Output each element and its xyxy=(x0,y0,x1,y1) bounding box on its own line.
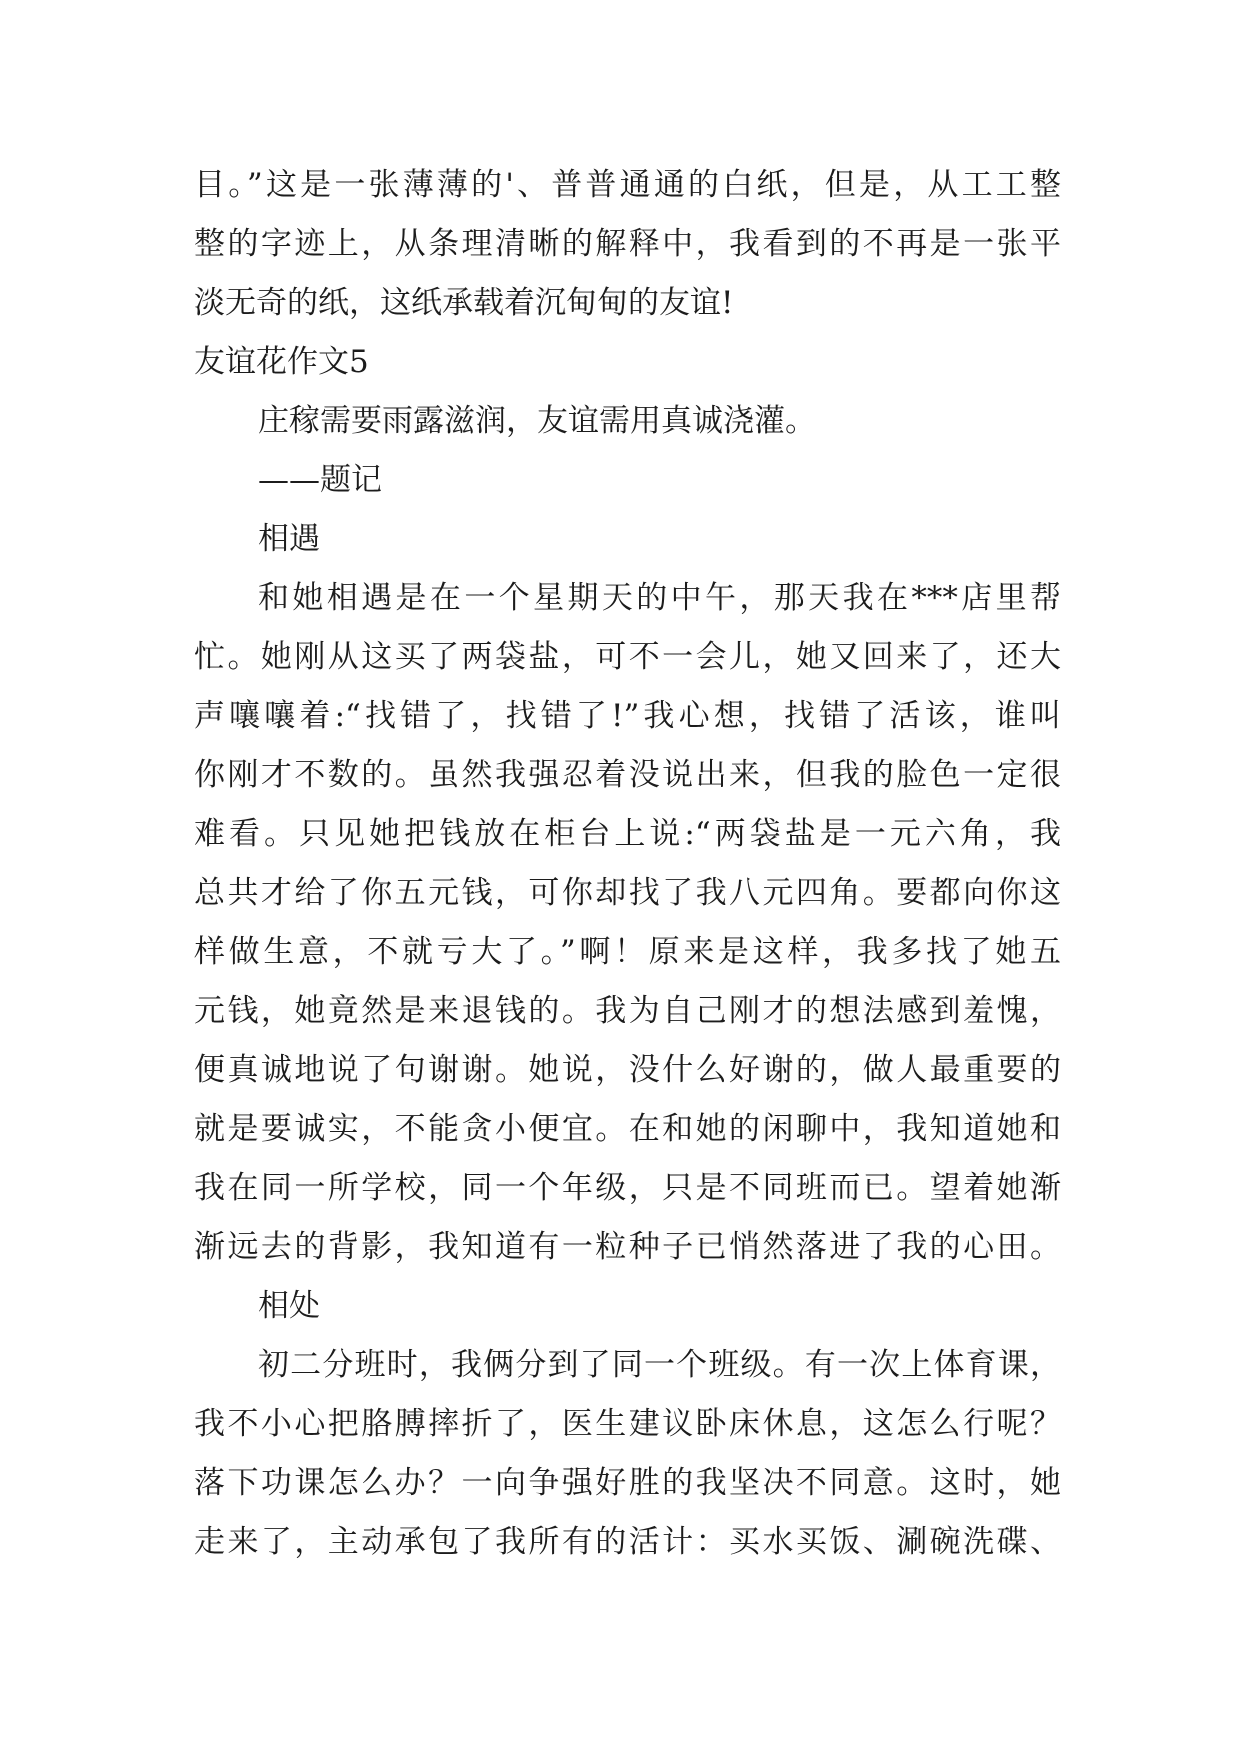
paragraph-line: 渐远去的背影，我知道有一粒种子已悄然落进了我的心田。 xyxy=(194,1229,1061,1265)
continuation-line: 目。”这是一张薄薄的'、普普通通的白纸，但是，从工工整 xyxy=(194,167,1061,203)
document-body xyxy=(194,156,1061,1572)
paragraph-line: 声嚷嚷着:“找错了，找错了!”我心想，找错了活该，谁叫 xyxy=(194,698,1061,734)
paragraph-line: 我在同一所学校，同一个年级，只是不同班而已。望着她渐 xyxy=(194,1170,1061,1206)
paragraph-line: 我不小心把胳膊摔折了，医生建议卧床休息，这怎么行呢？ xyxy=(194,1406,1061,1442)
paragraph-line: 你刚才不数的。虽然我强忍着没说出来，但我的脸色一定很 xyxy=(194,757,1061,793)
paragraph-line: 和她相遇是在一个星期天的中午，那天我在***店里帮 xyxy=(258,580,1061,616)
paragraph-line: 走来了，主动承包了我所有的活计：买水买饭、涮碗洗碟、 xyxy=(194,1524,1061,1560)
continuation-line: 整的字迹上，从条理清晰的解释中，我看到的不再是一张平 xyxy=(194,226,1061,262)
paragraph-line: 样做生意，不就亏大了。”啊！原来是这样，我多找了她五 xyxy=(194,934,1061,970)
paragraph-line: 落下功课怎么办？一向争强好胜的我坚决不同意。这时，她 xyxy=(194,1465,1061,1501)
section-heading: 相处 xyxy=(258,1288,320,1324)
paragraph-line: 总共才给了你五元钱，可你却找了我八元四角。要都向你这 xyxy=(194,875,1061,911)
paragraph-line: 元钱，她竟然是来退钱的。我为自己刚才的想法感到羞愧， xyxy=(194,993,1061,1029)
epigraph-text: 庄稼需要雨露滋润，友谊需用真诚浇灌。 xyxy=(258,403,816,439)
paragraph-line: 忙。她刚从这买了两袋盐，可不一会儿，她又回来了，还大 xyxy=(194,639,1061,675)
paragraph-line: 难看。只见她把钱放在柜台上说:“两袋盐是一元六角，我 xyxy=(194,816,1061,852)
continuation-line: 淡无奇的纸，这纸承载着沉甸甸的友谊! xyxy=(194,285,734,321)
section-heading: 相遇 xyxy=(258,521,320,557)
epigraph-attribution: ——题记 xyxy=(258,462,382,498)
paragraph-line: 便真诚地说了句谢谢。她说，没什么好谢的，做人最重要的 xyxy=(194,1052,1061,1088)
paragraph-line: 就是要诚实，不能贪小便宜。在和她的闲聊中，我知道她和 xyxy=(194,1111,1061,1147)
essay-title: 友谊花作文5 xyxy=(194,344,369,380)
paragraph-line: 初二分班时，我俩分到了同一个班级。有一次上体育课， xyxy=(258,1347,1061,1383)
